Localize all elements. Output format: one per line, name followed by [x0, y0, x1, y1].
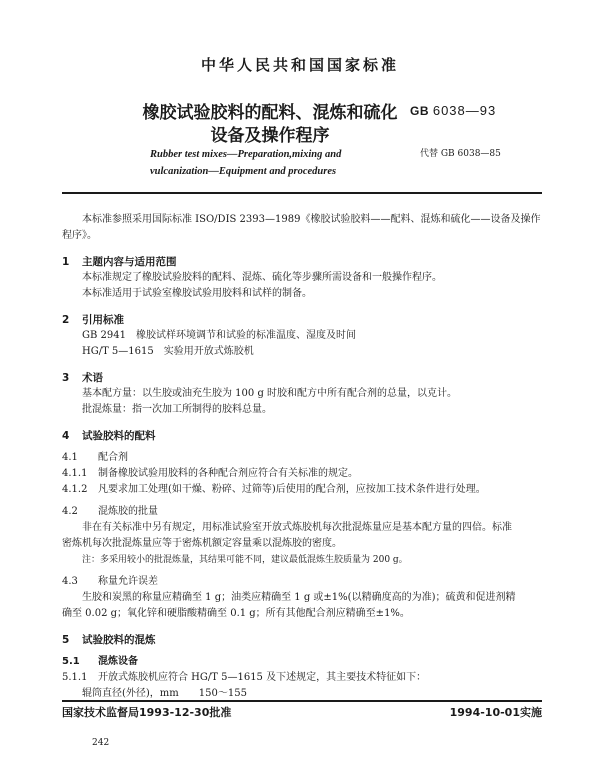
subsection-4-1: [62, 450, 542, 466]
subsection-5-1: [62, 654, 542, 670]
replaces-standard: 代替 GB 6038—85: [420, 149, 501, 159]
standard-code-number: 6038—93: [432, 103, 497, 118]
section-title: 试验胶料的配料: [82, 430, 156, 442]
clause-text: 凡要求加工处理(如干燥、粉碎、过筛等)后使用的配合剂，应按加工技术条件进行处理。: [98, 484, 486, 495]
document-body: [62, 212, 542, 702]
subsection-number: 5.1: [62, 656, 80, 667]
clause-4-1-2: [62, 482, 542, 498]
term-base-formulation: 基本配方量：以生胶或油充生胶为 100 g 时胶和配方中所有配合剂的总量，以克计。: [82, 388, 458, 399]
title-cn-line2: 设备及操作程序: [210, 126, 330, 146]
reference-gb2941: GB 2941 橡胶试样环境调节和试验的标准温度、湿度及时间: [82, 330, 356, 341]
implementation-date: 1994-10-01实施: [449, 706, 542, 719]
subsection-4-2: [62, 504, 542, 520]
subsection-title: 混炼胶的批量: [98, 506, 158, 517]
reference-hgt5: HG/T 5—1615 实验用开放式炼胶机: [82, 346, 254, 357]
clause-4-3-text-b: 确至 0.02 g；氧化锌和硬脂酸精确至 0.1 g；所有其他配合剂应精确至±1%。: [62, 608, 410, 619]
header-divider: [62, 192, 542, 194]
subsection-title: 配合剂: [98, 452, 128, 463]
section-number: 3: [62, 372, 70, 384]
page-number: 242: [92, 738, 110, 748]
section-title: 引用标准: [82, 314, 124, 326]
subsection-title: 混炼设备: [98, 656, 138, 667]
approval-date: 国家技术监督局1993-12-30批准: [62, 706, 232, 719]
section-5-heading: [62, 632, 542, 648]
section-title: 试验胶料的混炼: [82, 634, 156, 646]
clause-5-1-1: [62, 670, 542, 686]
clause-4-1-1: [62, 466, 542, 482]
clause-number: 5.1.1: [62, 672, 88, 683]
section-title: 术语: [82, 372, 103, 384]
national-standard-header: 中华人民共和国国家标准: [200, 56, 399, 74]
section-number: 1: [62, 256, 70, 268]
section-number: 4: [62, 430, 70, 442]
clause-4-2-text-a: 非在有关标准中另有规定，用标准试验室开放式炼胶机每次批混炼量应是基本配方量的四倍。标准: [82, 522, 512, 533]
subsection-number: 4.2: [62, 506, 78, 517]
subsection-number: 4.3: [62, 576, 78, 587]
standard-code: [410, 103, 496, 118]
section-2-heading: [62, 312, 542, 328]
clause-4-3-text-a: 生胶和炭黑的称量应精确至 1 g；油类应精确至 1 g 或±1%(以精确度高的为准)；硫黄和促进剂精: [82, 592, 516, 603]
section-title: 主题内容与适用范围: [82, 256, 177, 268]
clause-4-2-note: 注：多采用较小的批混炼量，其结果可能不同，建议最低混炼生胶质量为 200 g。: [82, 555, 408, 565]
section-number: 2: [62, 314, 70, 326]
section-number: 5: [62, 634, 70, 646]
term-batch-mass: 批混炼量：指一次加工所制得的胶料总量。: [82, 404, 272, 415]
clause-4-2-text-b: 密炼机每次批混炼量应等于密炼机额定容量乘以混炼胶的密度。: [62, 538, 342, 549]
intro-paragraph: 本标准参照采用国际标准 ISO/DIS 2393—1989《橡胶试验胶料——配料、混炼和硫化——设备及操作程序》。: [62, 214, 541, 241]
footer-divider: [62, 700, 542, 702]
roll-diameter-spec: 辊筒直径(外径)，mm 150～155: [82, 688, 247, 699]
clause-number: 4.1.2: [62, 484, 88, 495]
title-en-line1: Rubber test mixes—Preparation,mixing and: [150, 149, 342, 160]
section-3-heading: [62, 370, 542, 386]
section-1-paragraph-2: 本标准适用于试验室橡胶试验用胶料和试样的制备。: [82, 288, 312, 299]
title-cn-line1: 橡胶试验胶料的配料、混炼和硫化: [142, 103, 398, 123]
section-1-heading: [62, 254, 542, 270]
section-1-paragraph-1: 本标准规定了橡胶试验胶料的配料、混炼、硫化等步骤所需设备和一般操作程序。: [82, 272, 442, 283]
subsection-number: 4.1: [62, 452, 78, 463]
clause-number: 4.1.1: [62, 468, 88, 479]
section-4-heading: [62, 428, 542, 444]
standard-code-prefix: GB: [410, 104, 429, 118]
subsection-4-3: [62, 574, 542, 590]
clause-text: 制备橡胶试验用胶料的各种配合剂应符合有关标准的规定。: [98, 468, 358, 479]
subsection-title: 称量允许误差: [98, 576, 158, 587]
clause-text: 开放式炼胶机应符合 HG/T 5—1615 及下述规定，其主要技术特征如下：: [98, 672, 427, 683]
title-en-line2: vulcanization—Equipment and procedures: [150, 166, 337, 177]
